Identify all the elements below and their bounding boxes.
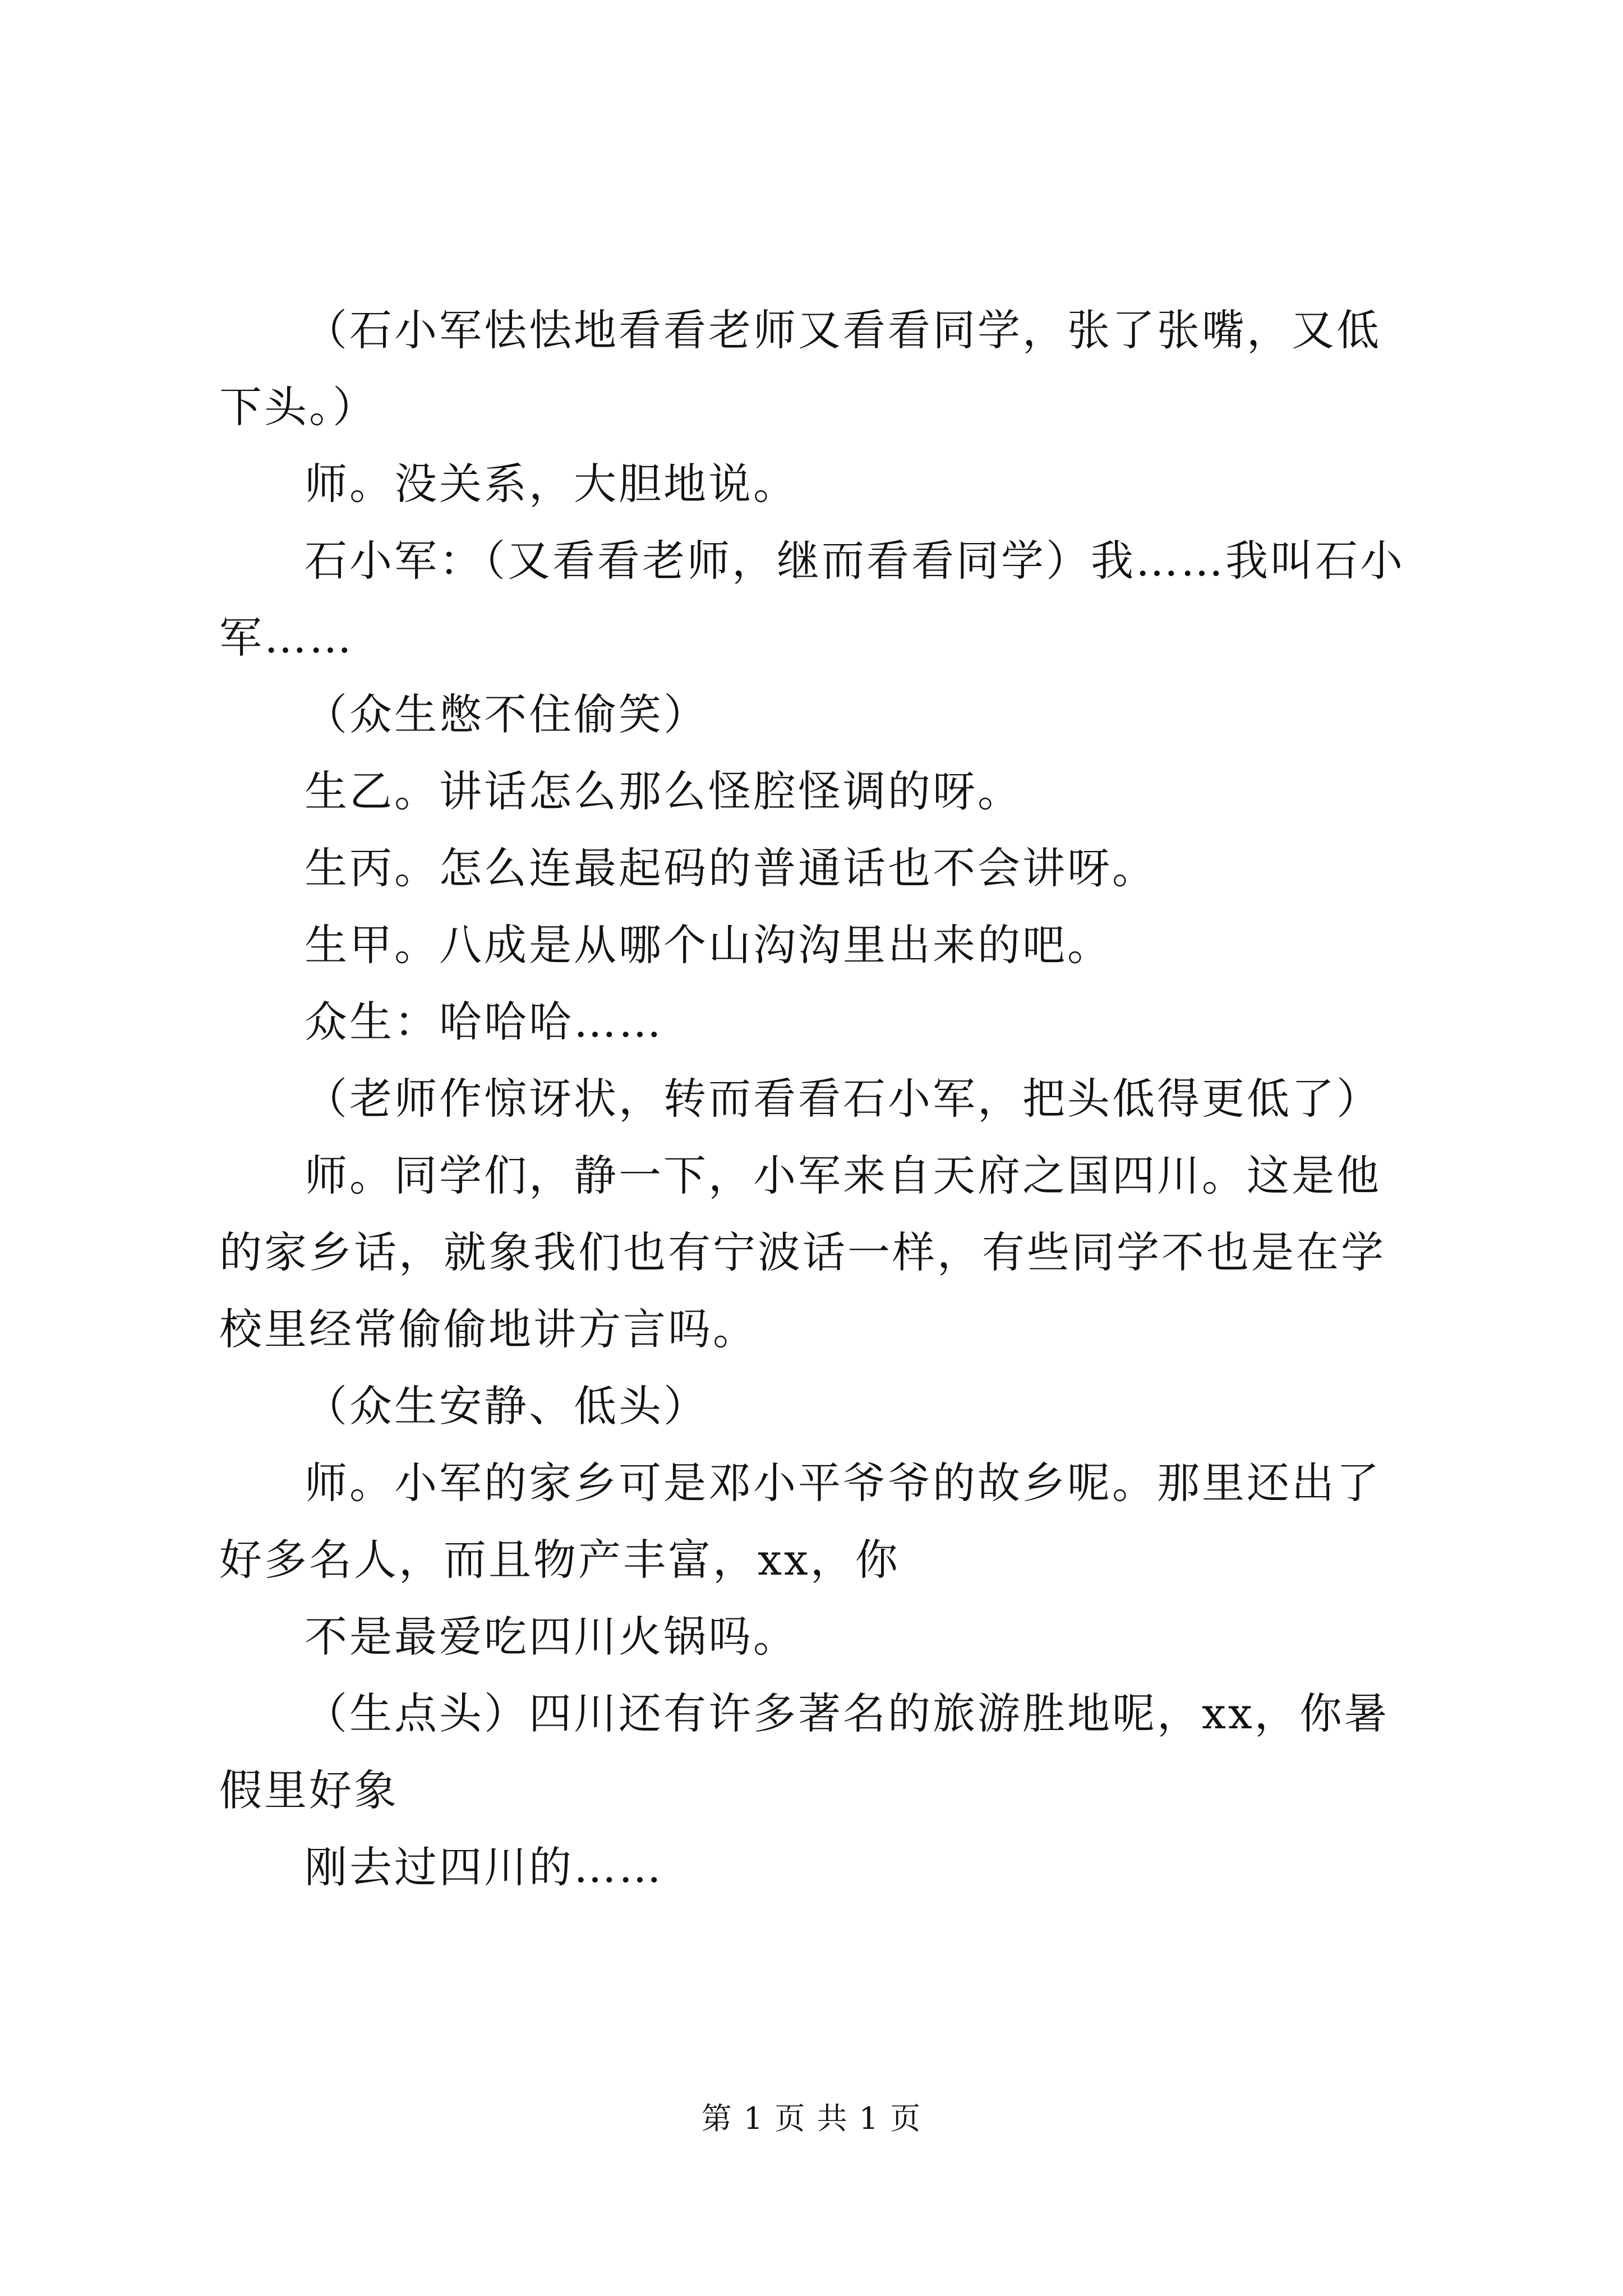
paragraph: 师。没关系，大胆地说。 <box>305 459 798 509</box>
paragraph: 师。同学们，静一下，小军来自天府之国四川。这是他的家乡话，就象我们也有宁波话一样，有些同学不也是在学校里经常偷偷地讲方言吗。 <box>219 1151 1386 1354</box>
paragraph: 众生：哈哈哈…… <box>305 997 663 1047</box>
page-footer <box>0 2099 1623 2138</box>
paragraph: （石小军怯怯地看看老师又看看同学，张了张嘴，又低下头。） <box>219 305 1381 432</box>
paragraph: 师。小军的家乡可是邓小平爷爷的故乡呢。那里还出了好多名人，而且物产丰富，xx，你 <box>219 1458 1381 1585</box>
paragraph: 石小军：（又看看老师，继而看看同学）我……我叫石小军…… <box>219 536 1405 662</box>
paragraph: 生丙。怎么连最起码的普通话也不会讲呀。 <box>305 843 1157 893</box>
page-number: 第 1 页 共 1 页 <box>701 2101 922 2136</box>
paragraph: （众生憋不住偷笑） <box>305 689 708 739</box>
paragraph: 生甲。八成是从哪个山沟沟里出来的吧。 <box>305 920 1112 970</box>
document-body <box>219 292 1414 1906</box>
paragraph: 生乙。讲话怎么那么怪腔怪调的呀。 <box>305 766 1022 816</box>
paragraph: 刚去过四川的…… <box>305 1842 663 1892</box>
paragraph: （众生安静、低头） <box>305 1381 708 1431</box>
paragraph: 不是最爱吃四川火锅吗。 <box>305 1612 798 1662</box>
paragraph: （老师作惊讶状，转而看看石小军，把头低得更低了） <box>305 1074 1381 1124</box>
paragraph: （生点头）四川还有许多著名的旅游胜地呢，xx，你暑假里好象 <box>219 1688 1389 1815</box>
